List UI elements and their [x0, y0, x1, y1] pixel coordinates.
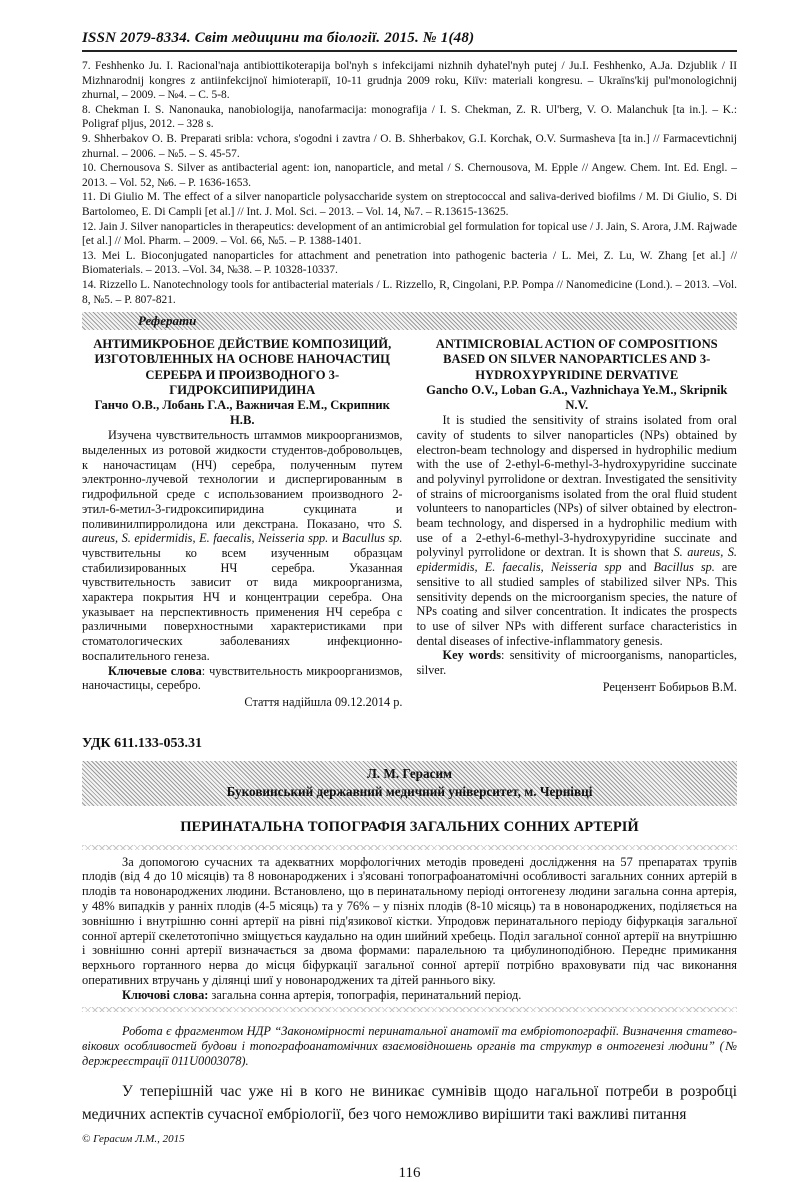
article-keywords [82, 988, 737, 1003]
reference-item: 9. Shherbakov O. B. Preparati sribla: vchora, s'ogodni i zavtra / O. B. Shherbakov, G.I. Korchak, O.V. Surmasheva [ta in.] // Farmacevtichnij zhurnal. – 2006. – №5. – S. 45-57. [82, 132, 737, 160]
abstracts-columns [82, 337, 737, 710]
reference-item: 11. Di Giulio M. The effect of a silver nanoparticle polysaccharide system on streptococcal and saliva-derived biofilms / M. Di Giulio, S. Di Bartolomeo, E. Di Campli [et al.] // Int. J. Mol. Sci. – 2013. – Vol. 14, №7. – R.13615-13625. [82, 191, 737, 218]
reference-item: 10. Chernousova S. Silver as antibacterial agent: ion, nanoparticle, and metal / S. Chernousova, M. Epple // Angew. Chem. Int. Ed. Engl. – 2013. – Vol. 52, №6. – P. 1636-1653. [82, 162, 737, 189]
article-author: Л. М. Герасим [366, 765, 453, 781]
abstract-en-body: It is studied the sensitivity of strains isolated from oral cavity of students to silver nanoparticles (NPs) obtained by electron-beam technology and dispersed in hydrophilic medium with the use of 2-ethyl-6-methyl-3-hydroxypyridine succinate and polyvinyl pyrrolidone or dextran. Investigated the sensitivity of strains of microorganisms isolated from the oral fluid student volunteers to nanoparticles (NPs) of silver obtained by electron-beam technology, and dispersed in a hydrophilic medium with use of a 2-ethyl-6-methyl-3-hydroxypyridine succinate and polyvinyl pyrrolidone or dextran. It is shown that S. aureus, S. epidermidis, E. faecalis, Neisseria spp and Bacillus sp. are sensitive to all studied samples of stabilized silver NPs. This sensitivity depends on the microorganism species, the nature of NPs coating and silver concentration. It indicates the prospects to use of silver NPs with different surface characteristics in dental diseases of infective-inflammatory genesis. [416, 413, 738, 648]
udk-label: УДК 611.133-053.31 [82, 735, 203, 751]
reference-item: 13. Mei L. Bioconjugated nanoparticles for attachment and penetration into pathogenic bacteria / L. Mei, Z. Lu, W. Zhang [et al.] // Biomaterials. – 2013. –Vol. 34, №38. – P. 10328-10337. [82, 249, 737, 277]
reference-item: 14. Rizzello L. Nanotechnology tools for antibacterial materials / L. Rizzello, R, Cingolani, P.P. Pompa // Nanomedicine (Lond.). – 2013. –Vol. 8, №5. – P. 807-821. [82, 278, 737, 306]
copyright-note: © Герасим Л.М., 2015 [82, 1133, 185, 1146]
article-title: ПЕРИНАТАЛЬНА ТОПОГРАФІЯ ЗАГАЛЬНИХ СОННИХ АРТЕРІЙ [180, 818, 639, 835]
abstract-en-column [417, 337, 738, 710]
abstract-ru-column [82, 337, 403, 710]
journal-header: ISSN 2079-8334. Світ медицини та біології. 2015. № 1(48) [82, 30, 737, 52]
author-banner [82, 761, 737, 806]
page-number: 116 [398, 1165, 421, 1182]
abstract-ru-keywords-text: : чувствительность микроорганизмов, наночастицы, серебро. [82, 663, 403, 693]
article-keywords-text: загальна сонна артерія, топографія, перинатальний період. [208, 987, 522, 1002]
abstract-en-authors: Gancho O.V., Loban G.A., Vazhnichaya Ye.M., Skripnik N.V. [426, 382, 728, 412]
ndr-note: Робота є фрагментом НДР “Закономірності перинатальної анатомії та ембріотопографії. Визначення статево-вікових особливостей будови і топографоанатомічних взаємовідношень органів та структур в онтогенезі людини” (№ держреєстрації 011U0003078). [82, 1023, 737, 1069]
received-line: Стаття надійшла 09.12.2014 р. [244, 694, 403, 709]
abstract-ru-authors: Ганчо О.В., Лобань Г.А., Важничая Е.М., Скрипник Н.В. [94, 397, 390, 428]
reference-item: 7. Feshhenko Ju. I. Racional'naja antibiottikoterapija bol'nyh s infekcijami nizhnih dyhatel'nyh putej / Ju.I. Feshhenko, A.Ja. Dzjublik / II Mizhnarodnij kongres z antiinfekcijnoї himioterapiї, 10-11 grudnja 2009 roku, Kiїv: materiali kongresu. – Ukraїns'kij pul'monologichnij zhurnal, – 2009. – №4. – C. 5-8. [82, 60, 737, 102]
abstract-ru-keywords [82, 664, 403, 693]
references-list [82, 59, 737, 307]
article-affiliation: Буковинський державний медичний університет, м. Чернівці [226, 784, 593, 800]
section-referaty-bar [82, 312, 737, 330]
article-abstract: За допомогою сучасних та адекватних морфологічних методів проведені дослідження на 57 препаратах трупів плодів (від 4 до 10 місяців) та 8 новонароджених і з'ясовані топографоанатомічні особливості загальних сонних артерій в плодів та новонароджених людини. Встановлено, що в перинатальному періоді онтогенезу людини загальна сонна артерія, у 48% випадків у ранніх плодів (4-5 місяць) та у 76% – у пізніх плодів (8-10 місяць) та в новонароджених, поділяється на зовнішню і внутрішню сонні артерії на рівні під'язикової кістки. Упродовж перинатального періоду біфуркація загальної сонної артерії скелетотопічно зміщується каудально на один шийний хребець. Поділ загальної сонної артерії на внутрішню і зовнішню сонні артерії визначається за двома формами: паралельною та цибулиноподібною. Переднє примикання верхнього гортанного нерва до місця біфуркації загальної сонної артерії потрібно враховувати під час виконання оперативних втручань у ділянці шиї у новонароджених та дітей раннього віку. [82, 854, 737, 988]
reference-item: 12. Jain J. Silver nanoparticles in therapeutics: development of an antimicrobial gel formulation for topical use / J. Jain, S. Arora, J.M. Rajwade [et al.] // Mol. Pharm. – 2009. – Vol. 66, №5. – P. 1388-1401. [82, 220, 737, 248]
reference-item: 8. Chekman I. S. Nanonauka, nanobiologija, nanofarmacija: monografija / I. S. Chekman, Z. R. Ul'berg, V. O. Malanchuk [ta in.]. – K.: Poligraf pljus, 2012. – 328 s. [82, 103, 737, 131]
abstract-en-keywords-label: Key words [442, 648, 502, 663]
article-keywords-label: Ключові слова: [122, 987, 209, 1002]
abstract-ru-title: АНТИМИКРОБНОЕ ДЕЙСТВИЕ КОМПОЗИЦИЙ, ИЗГОТОВЛЕННЫХ НА ОСНОВЕ НАНОЧАСТИЦ СЕРЕБРА И ПРОИЗВОДНОГО 3-ГИДРОКСИПИРИДИНА [93, 337, 392, 397]
abstract-en-keywords [417, 648, 738, 677]
referaty-label: Реферати [138, 313, 197, 329]
reviewer-line: Рецензент Бобирьов В.М. [602, 679, 737, 694]
abstract-ru-keywords-label: Ключевые слова [108, 663, 202, 678]
zigzag-divider-bottom [82, 1007, 737, 1012]
zigzag-divider-top [82, 845, 737, 850]
abstract-en-title: ANTIMICROBIAL ACTION OF COMPOSITIONS BASED ON SILVER NANOPARTICLES AND 3-HYDROXYPYRIDINE DERVATIVE [435, 337, 718, 382]
abstract-en-keywords-text: : sensitivity of microorganisms, nanoparticles, silver. [416, 648, 738, 678]
abstract-ru-body: Изучена чувствительность штаммов микроорганизмов, выделенных из ротовой жидкости студентов-добровольцев, к наночастицам (НЧ) серебра, полученным путем электронно-лучевой технологии и диспергированным в гидрофильной среде с использованием производного 2-этил-6-метил-3-гидроксипиридина сукцината и поливинилпирролидона или декстрана. Показано, что S. aureus, S. epidermidis, E. faecalis, Neisseria spp. и Bacullus sp. чувствительны ко всем изученным образцам стабилизированных НЧ серебра. Указанная чувствительность зависит от вида микроорганизма, характера покрытия НЧ и концентрации серебра. Она указывает на перспективность применения НЧ серебра с различными поверхностными характеристиками при стоматологических заболеваниях инфекционно-воспалительного генеза. [82, 428, 403, 663]
article-body: У теперішній час уже ні в кого не виникає сумнівів щодо нагальної потреби в розробці медичних аспектів сучасної ембріології, без чого неможливо вирішити такі важливі питання [82, 1083, 737, 1123]
